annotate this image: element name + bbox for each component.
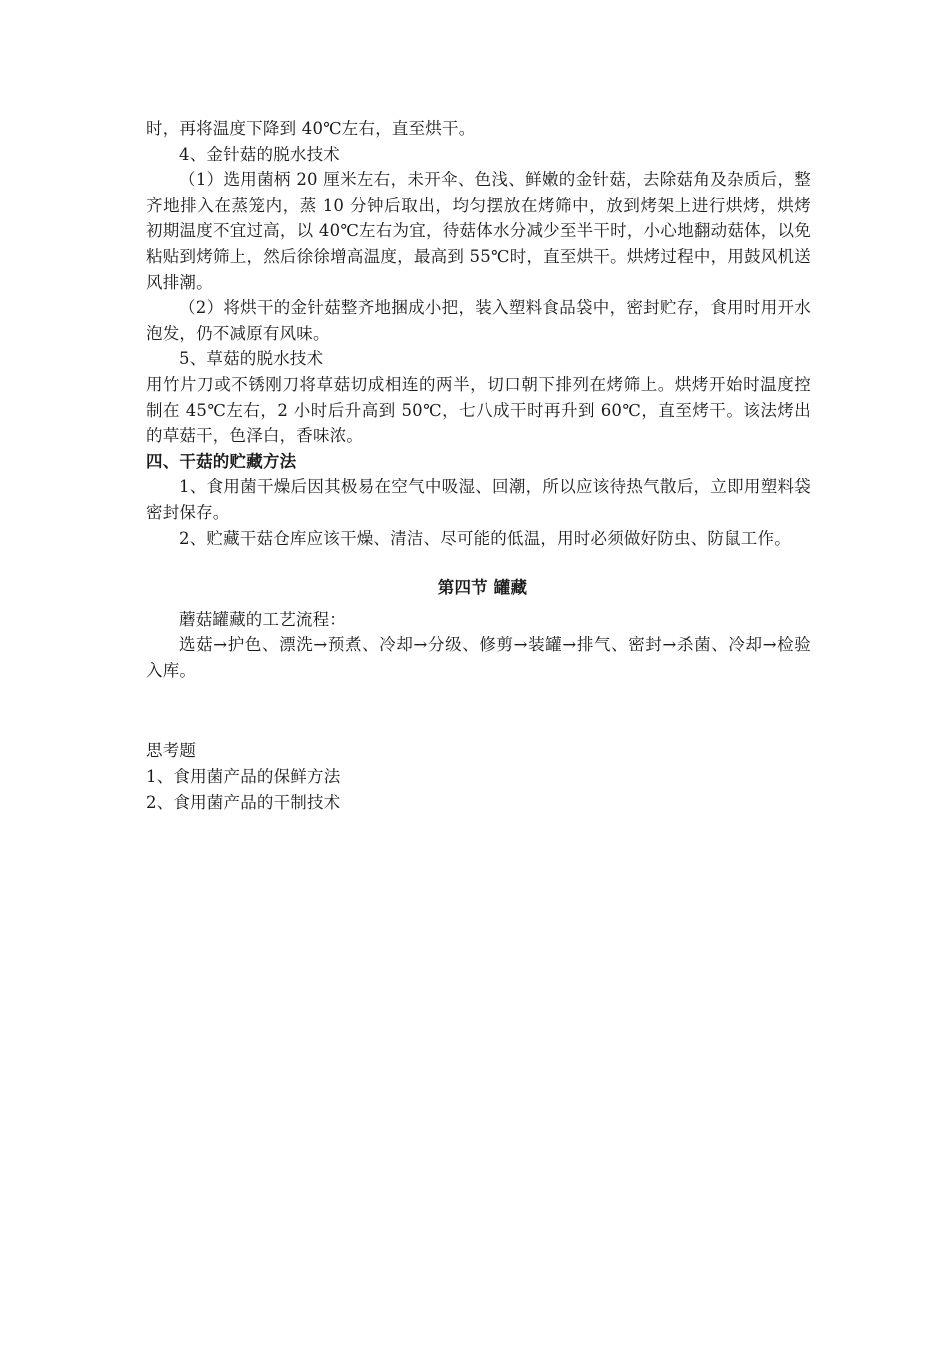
paragraph-enoki-step-1: （1）选用菌柄 20 厘米左右，未开伞、色浅、鲜嫩的金针菇，去除菇角及杂质后，整齐地排入在蒸笼内，蒸 10 分钟后取出，均匀摆放在烤筛中，放到烤架上进行烘烤，烘烤初期温度不宜过高，以 40℃左右为宜，待菇体水分减少至半干时，小心地翻动菇体，以免粘贴到烤筛上，然后徐徐增高温度，最高到 55℃时，直至烘干。烘烤过程中，用鼓风机送风排潮。	[146, 170, 811, 292]
questions-title: 思考题	[146, 741, 197, 761]
section-title-canning: 第四节 罐藏	[437, 578, 528, 598]
subheading-straw-mushroom-dehydration: 5、草菇的脱水技术	[179, 349, 324, 369]
question-item: 2、食用菌产品的干制技术	[146, 792, 341, 812]
paragraph-straw-mushroom: 用竹片刀或不锈刚刀将草菇切成相连的两半，切口朝下排列在烤筛上。烘烤开始时温度控制在 45℃左右，2 小时后升高到 50℃，七八成干时再升到 60℃，直至烤干。该法烤出的草菇干，色泽白，香味浓。	[146, 374, 811, 446]
subheading-enoki-dehydration: 4、金针菇的脱水技术	[179, 144, 340, 164]
question-item: 1、食用菌产品的保鲜方法	[146, 767, 341, 787]
paragraph-enoki-step-2: （2）将烘干的金针菇整齐地捆成小把，装入塑料食品袋中，密封贮存，食用时用开水泡发，仍不减原有风味。	[146, 298, 811, 343]
paragraph-continuation: 时，再将温度下降到 40℃左右，直至烘干。	[146, 119, 476, 138]
paragraph-storage-2: 2、贮藏干菇仓库应该干燥、清洁、尽可能的低温，用时必须做好防虫、防鼠工作。	[179, 528, 791, 548]
document-body	[146, 116, 811, 815]
paragraph-canning-flow: 选菇→护色、漂洗→预煮、冷却→分级、修剪→装罐→排气、密封→杀菌、冷却→检验入库。	[146, 635, 811, 680]
heading-dried-mushroom-storage: 四、干菇的贮藏方法	[146, 451, 297, 471]
paragraph-storage-1: 1、食用菌干燥后因其极易在空气中吸湿、回潮，所以应该待热气散后，立即用塑料袋密封保存。	[146, 477, 811, 522]
paragraph-canning-intro: 蘑菇罐藏的工艺流程：	[179, 609, 346, 629]
questions-block	[146, 738, 811, 815]
